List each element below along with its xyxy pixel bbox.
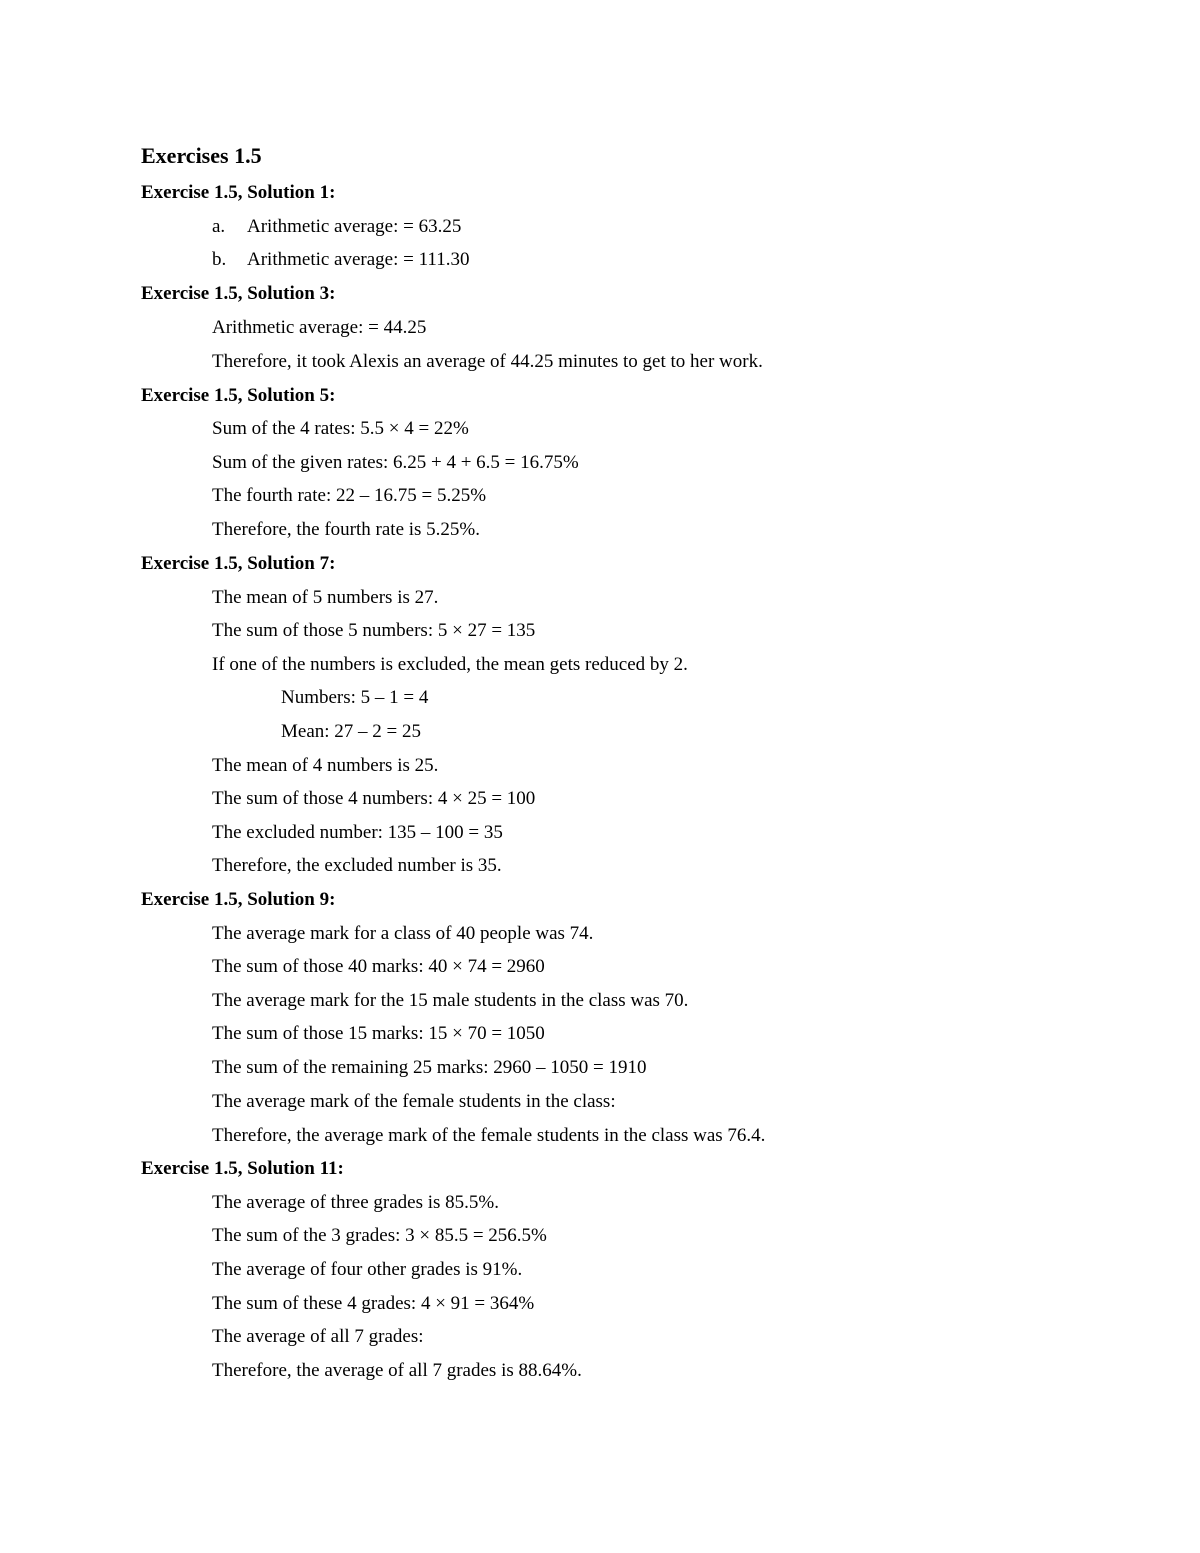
- list-text: Arithmetic average: = 63.25: [247, 216, 462, 237]
- solution-line: Mean: 27 – 2 = 25: [281, 721, 422, 742]
- solution-line: Therefore, the average of all 7 grades is 88.64%.: [212, 1360, 582, 1381]
- solution-line: Sum of the 4 rates: 5.5 × 4 = 22%: [212, 418, 469, 439]
- solution-line: The sum of those 40 marks: 40 × 74 = 2960: [212, 956, 545, 977]
- list-item: [212, 248, 469, 272]
- solution-11-heading: Exercise 1.5, Solution 11:: [141, 1158, 344, 1179]
- solution-line: The fourth rate: 22 – 16.75 = 5.25%: [212, 485, 487, 506]
- solution-7-heading: Exercise 1.5, Solution 7:: [141, 553, 336, 574]
- solution-line: The sum of these 4 grades: 4 × 91 = 364%: [212, 1293, 535, 1314]
- solution-line: The sum of those 4 numbers: 4 × 25 = 100: [212, 788, 536, 809]
- solution-9-heading: Exercise 1.5, Solution 9:: [141, 889, 336, 910]
- list-text: Arithmetic average: = 111.30: [247, 249, 470, 270]
- solution-line: The mean of 5 numbers is 27.: [212, 587, 439, 608]
- solution-line: The average mark for the 15 male students in the class was 70.: [212, 990, 689, 1011]
- solution-line: Sum of the given rates: 6.25 + 4 + 6.5 = 16.75%: [212, 452, 579, 473]
- solution-line: The sum of those 15 marks: 15 × 70 = 1050: [212, 1023, 545, 1044]
- solution-line: Therefore, the fourth rate is 5.25%.: [212, 519, 481, 540]
- solution-line: The average of all 7 grades:: [212, 1326, 424, 1347]
- solution-line: The sum of the 3 grades: 3 × 85.5 = 256.5%: [212, 1225, 547, 1246]
- solution-line: Therefore, it took Alexis an average of 44.25 minutes to get to her work.: [212, 351, 763, 372]
- solution-line: The average of three grades is 85.5%.: [212, 1192, 499, 1213]
- list-item: [212, 215, 461, 239]
- solution-line: The excluded number: 135 – 100 = 35: [212, 822, 503, 843]
- solution-3-heading: Exercise 1.5, Solution 3:: [141, 283, 336, 304]
- solution-line: The average mark of the female students in the class:: [212, 1091, 616, 1112]
- solution-line: If one of the numbers is excluded, the mean gets reduced by 2.: [212, 654, 688, 675]
- solution-line: The average of four other grades is 91%.: [212, 1259, 523, 1280]
- solution-5-heading: Exercise 1.5, Solution 5:: [141, 385, 336, 406]
- solution-line: The sum of the remaining 25 marks: 2960 – 1050 = 1910: [212, 1057, 647, 1078]
- list-marker: b.: [212, 249, 227, 270]
- solution-1-heading: Exercise 1.5, Solution 1:: [141, 182, 336, 203]
- page-title: Exercises 1.5: [141, 143, 262, 168]
- list-marker: a.: [212, 216, 226, 237]
- solution-line: Therefore, the average mark of the female students in the class was 76.4.: [212, 1125, 766, 1146]
- solution-line: The sum of those 5 numbers: 5 × 27 = 135: [212, 620, 536, 641]
- solution-line: The mean of 4 numbers is 25.: [212, 755, 439, 776]
- solution-line: Therefore, the excluded number is 35.: [212, 855, 502, 876]
- solution-line: Numbers: 5 – 1 = 4: [281, 687, 429, 708]
- solution-line: The average mark for a class of 40 people was 74.: [212, 923, 594, 944]
- solution-line: Arithmetic average: = 44.25: [212, 317, 427, 338]
